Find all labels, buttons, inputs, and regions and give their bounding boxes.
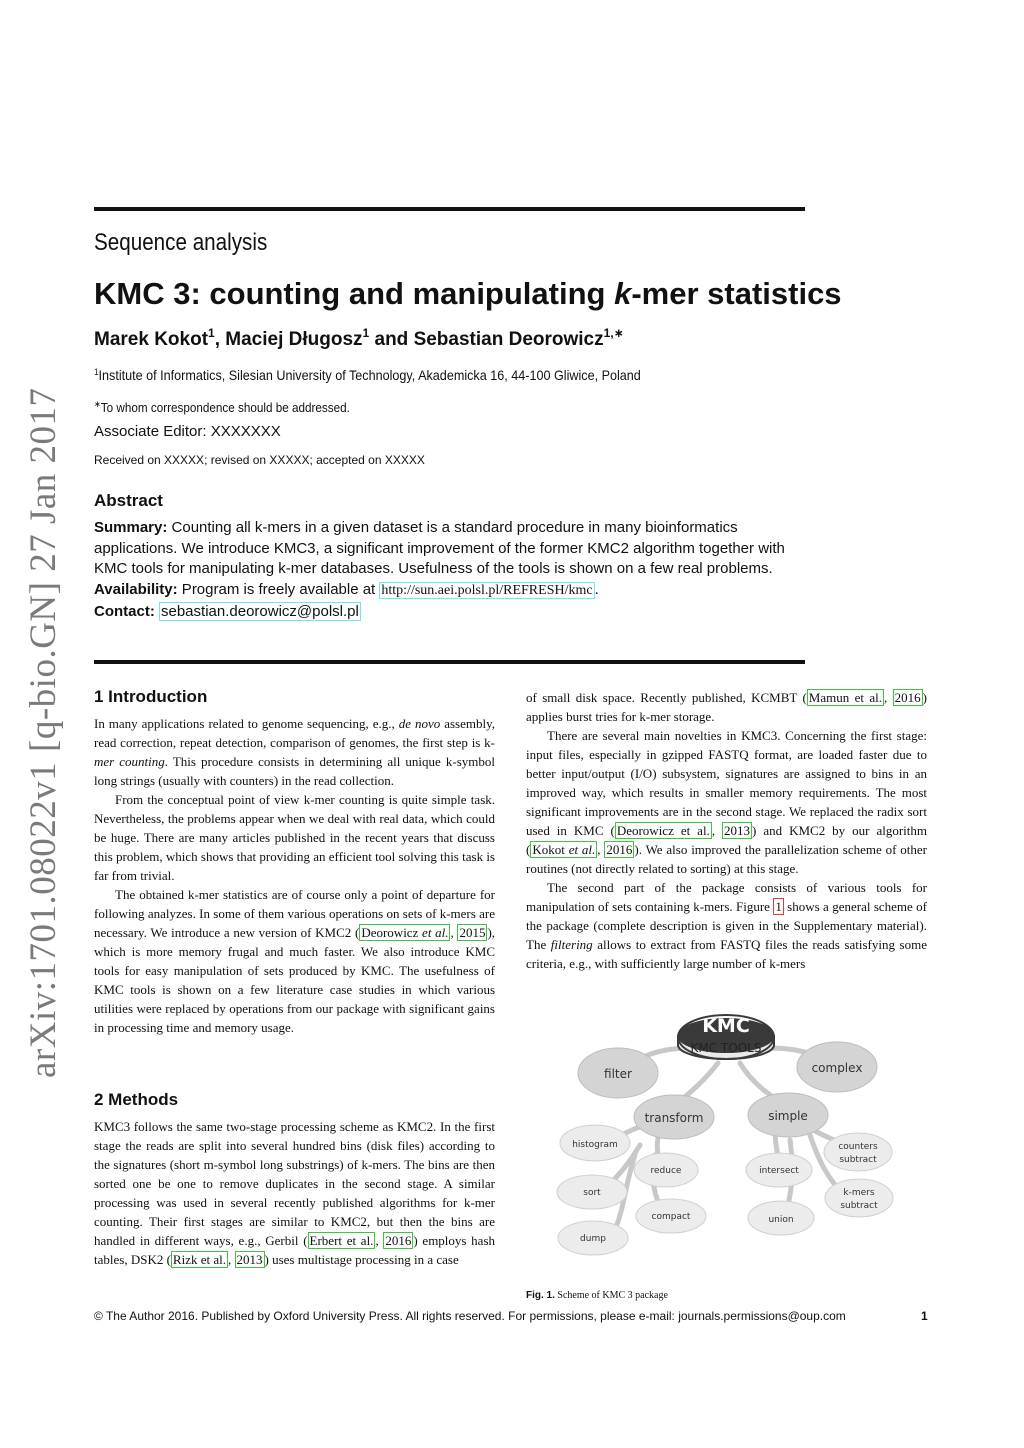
figure-ref-link[interactable]: 1 (775, 899, 782, 914)
text: assembly, read correction, repeat detection, comparison of genomes, the first step is k- (94, 716, 495, 750)
summary-label: Summary: (94, 519, 168, 536)
abstract-rule (94, 660, 805, 664)
emph-text: mer counting (94, 754, 165, 769)
kmers-subtract-label-2: subtract (840, 1201, 878, 1211)
abstract-heading: Abstract (94, 491, 163, 510)
affiliation-text: Institute of Informatics, Silesian University of Technology, Akademicka 16, 44-100 Gliwice, Poland (98, 367, 641, 383)
sort-label: sort (583, 1188, 601, 1198)
author-affil-mark: 1 (362, 326, 370, 340)
author-affil-mark: 1,∗ (603, 326, 624, 340)
text: ) employs hash tables, DSK2 ( (94, 1233, 496, 1267)
citation-link[interactable]: Rizk et al. (172, 1252, 226, 1267)
dump-label: dump (580, 1234, 606, 1244)
figure-caption (526, 1290, 668, 1301)
reduce-label: reduce (650, 1166, 682, 1176)
right-paragraph-2 (526, 726, 927, 878)
author-name: Marek Kokot (94, 329, 209, 350)
figure-caption-label: Fig. 1. (526, 1290, 555, 1301)
availability-label: Availability: (94, 581, 178, 599)
methods-column (94, 1117, 495, 1269)
affiliation-mark: 1 (94, 367, 99, 377)
affiliation (94, 367, 641, 383)
filter-label: filter (604, 1067, 632, 1081)
intro-paragraph-3 (94, 885, 495, 1037)
author-affil-mark: 1 (208, 326, 215, 340)
arxiv-side-stamp: arXiv:1701.08022v1 [q-bio.GN] 27 Jan 2017 (23, 387, 64, 1078)
text: ) uses multistage processing in a case (264, 1252, 459, 1267)
right-paragraph-1 (526, 688, 927, 726)
text: , (711, 823, 723, 838)
kmc-scheme-figure (550, 1005, 910, 1285)
citation-link[interactable] (359, 924, 450, 941)
right-paragraph-3 (526, 878, 927, 973)
cite-text: et al. (422, 925, 449, 940)
kmers-subtract-label-1: k-mers (843, 1188, 875, 1198)
text: shows a general scheme of the package (complete description is given in the Supplementary material). The (526, 899, 927, 952)
citation-year-link[interactable]: 2013 (236, 1252, 263, 1267)
text: The second part of the package consists of various tools for manipulation of sets containing k-mers. Figure (526, 880, 927, 914)
text: . This procedure consists in determining all unique k-symbol long strings (usually with counters) in the read collection. (94, 754, 495, 788)
text: of small disk space. Recently published, KCMBT ( (526, 690, 807, 705)
cite-text: et al. (568, 842, 596, 857)
text: allows to extract from FASTQ files the reads satisfying some criteria, e.g., with sufficiently large number of k-mers (526, 937, 927, 971)
text: ) and KMC2 by our algorithm ( (526, 823, 928, 857)
cite-text: Kokot (532, 842, 565, 857)
page-number: 1 (921, 1309, 928, 1323)
text: , (884, 690, 893, 705)
citation-link[interactable]: Erbert et al. (309, 1233, 374, 1248)
text: KMC3 follows the same two-stage processing scheme as KMC2. In the first stage the reads are split into several hundred bins (disk files) according to the signatures (short m-symbol long substrings) of k-mers. The bins are then sorted one be one to remove duplicates in the second stage. A similar processing was used in several recently published algorithms for k-mer counting. Their first stages are similar to KMC2, but then the bins are handled in different ways, e.g., Gerbil ( (94, 1119, 495, 1248)
citation-link[interactable] (530, 841, 597, 858)
footer-copyright: © The Author 2016. Published by Oxford University Press. All rights reserved. For permissions, please e-mail: journals.permissions@oup.com (94, 1309, 846, 1323)
author-separator: , (214, 329, 226, 350)
text: , (228, 1252, 235, 1267)
cite-text: Deorowicz (361, 925, 419, 940)
union-label: union (768, 1215, 794, 1225)
section-label: Sequence analysis (94, 229, 268, 256)
complex-label: complex (811, 1061, 863, 1075)
intro-paragraph-1 (94, 714, 495, 790)
citation-year-link[interactable]: 2013 (724, 823, 751, 838)
text: There are several main novelties in KMC3. Concerning the first stage: input files, especially in gzipped FASTQ format, are loaded faster due to better input/output (I/O) subsystem, signatures are assigned to bins in an improved way, which results in smaller memory requirements. The most significant improvements are in the second stage. We replaced the radix sort used in KMC ( (526, 728, 927, 838)
kmc-tools-label: KMC TOOLS (690, 1041, 762, 1055)
text: ), which is more memory frugal and much faster. We also introduce KMC tools for easy manipulation of sets produced by KMC. The usefulness of KMC tools is shown on a few literature case studies in which various utilities were replaced by operations from our package with significant gains in processing time and memory usage. (94, 925, 496, 1035)
methods-paragraph-1 (94, 1117, 495, 1269)
intro-paragraph-2: From the conceptual point of view k-mer counting is quite simple task. Nevertheless, the problems appear when we deal with real data, which could be huge. There are many articles published in the recent years that discuss this problem, which shows that providing an efficient tool solving this task is far from trivial. (94, 792, 495, 883)
top-rule (94, 207, 805, 211)
summary-text: Counting all k-mers in a given dataset is a standard procedure in many bioinformatics (167, 519, 738, 536)
availability-period: . (594, 581, 599, 599)
text: , (597, 842, 605, 857)
citation-year-link[interactable]: 2016 (894, 690, 921, 705)
citation-year-link[interactable]: 2016 (606, 842, 633, 857)
summary-line (94, 518, 805, 539)
kmers-subtract-node (825, 1179, 893, 1217)
emph-text: filtering (550, 937, 593, 952)
title-text-part1: KMC 3: counting and manipulating (94, 276, 615, 311)
text: In many applications related to genome sequencing, e.g., (94, 716, 399, 731)
counters-subtract-label-1: counters (838, 1142, 878, 1152)
title-k: k (614, 276, 632, 311)
title-text-part2: -mer statistics (631, 276, 842, 311)
summary-line: KMC tools for manipulating k-mer databases. Usefulness of the tools is shown on a few real problems. (94, 560, 773, 578)
correspondence-text: To whom correspondence should be addressed. (100, 400, 350, 415)
contact-email-link[interactable]: sebastian.deorowicz@polsl.pl (161, 602, 359, 620)
correspondence-mark: ∗ (94, 399, 101, 409)
histogram-label: histogram (572, 1140, 618, 1150)
right-column (526, 688, 927, 973)
availability-line (94, 580, 805, 602)
text: , (375, 1233, 384, 1248)
citation-link[interactable]: Mamun et al. (808, 690, 883, 705)
author-name: Maciej Długosz (225, 329, 363, 350)
text: , (450, 925, 458, 940)
summary-line: applications. We introduce KMC3, a significant improvement of the former KMC2 algorithm together with (94, 539, 785, 557)
received-dates: Received on XXXXX; revised on XXXXX; accepted on XXXXX (94, 453, 425, 467)
availability-text: Program is freely available at (177, 581, 380, 599)
author-separator: and (369, 329, 414, 350)
citation-year-link[interactable]: 2015 (459, 925, 486, 940)
simple-label: simple (768, 1109, 808, 1123)
kmc-label: KMC (702, 1015, 750, 1037)
intro-column (94, 714, 495, 1037)
availability-url-link[interactable]: http://sun.aei.polsl.pl/REFRESH/kmc (381, 583, 593, 599)
methods-heading: 2 Methods (94, 1090, 179, 1109)
compact-label: compact (651, 1212, 691, 1222)
intro-heading: 1 Introduction (94, 687, 208, 706)
contact-line (94, 602, 805, 623)
transform-label: transform (644, 1111, 704, 1125)
associate-editor: Associate Editor: XXXXXXX (94, 423, 281, 440)
author-name: Sebastian Deorowicz (413, 329, 604, 350)
abstract-body (94, 518, 805, 623)
paper-title (94, 276, 842, 312)
intersect-label: intersect (759, 1166, 799, 1176)
counters-subtract-node (824, 1133, 892, 1171)
text: ) applies burst tries for k-mer storage. (526, 690, 927, 724)
citation-year-link[interactable]: 2016 (385, 1233, 412, 1248)
text: ). We also improved the parallelization scheme of other routines (not directly related to sorting) at this stage. (526, 842, 927, 876)
text: The obtained k-mer statistics are of course only a point of departure for following analyzes. In some of them various operations on sets of k-mers are necessary. We introduce a new version of KMC2 ( (94, 887, 495, 940)
counters-subtract-label-2: subtract (839, 1155, 877, 1165)
contact-label: Contact: (94, 602, 155, 620)
figure-caption-text: Scheme of KMC 3 package (554, 1290, 668, 1301)
emph-text: de novo (398, 716, 441, 731)
correspondence-note (94, 399, 350, 415)
author-list (94, 326, 624, 351)
citation-link[interactable]: Deorowicz et al. (616, 823, 710, 838)
